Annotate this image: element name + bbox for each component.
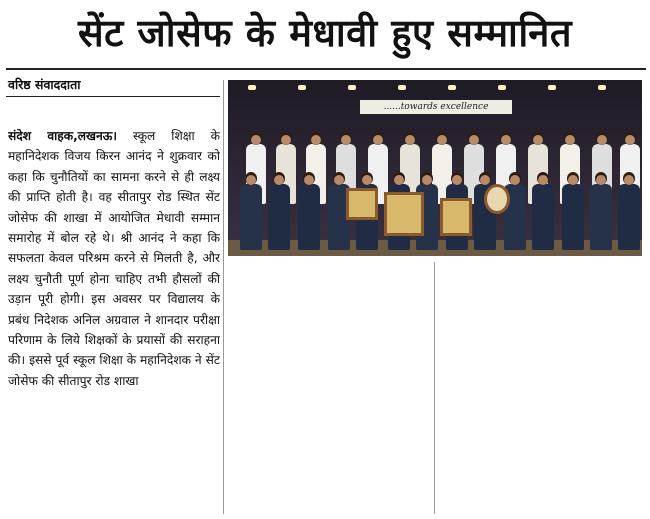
byline: वरिष्ठ संवाददाता xyxy=(8,77,81,92)
byline-rule xyxy=(6,96,220,97)
headline-rule xyxy=(6,68,646,70)
photo-banner: ......towards excellence xyxy=(360,100,512,114)
column-divider-1 xyxy=(223,80,224,514)
award-trophy xyxy=(484,184,510,214)
article-column-1 xyxy=(8,126,220,514)
column-1-text: स्कूल शिक्षा के महानिदेशक विजय किरन आनंद ने शुक्रवार को कहा कि चुनौतियों का सामना करने से ही लक्ष्य की प्राप्ति होती है। वह सीतापुर रोड स्थित सेंट जोसेफ की शाखा में आयोजित मेधावी सम्मान समारोह में बोल रहे थे। श्री आनंद ने कहा कि सफलता केवल परिश्रम करने से मिलती है, और लक्ष्य चुनौती पूर्ण होना चाहिए तभी हौसलों की उड़ान पूरी होगी। इस अवसर पर विद्यालय के प्रबंध निदेशक अनिल अग्रवाल ने शानदार परीक्षा परिणाम के लिये शिक्षकों के प्रयासों की सराहना की। इससे पूर्व स्कूल शिक्षा के महानिदेशक ने सेंट जोसेफ की सीतापुर रोड शाखा xyxy=(8,129,220,388)
stage-lights xyxy=(228,80,642,96)
award-plaque xyxy=(384,192,424,236)
award-plaque xyxy=(346,188,378,220)
dateline: संदेश वाहक,लखनऊ। xyxy=(8,129,117,143)
headline: सेंट जोसेफ के मेधावी हुए सम्मानित xyxy=(77,11,572,55)
column-divider-2 xyxy=(434,262,435,514)
award-plaque xyxy=(440,198,472,236)
award-ceremony-photo xyxy=(228,80,642,256)
